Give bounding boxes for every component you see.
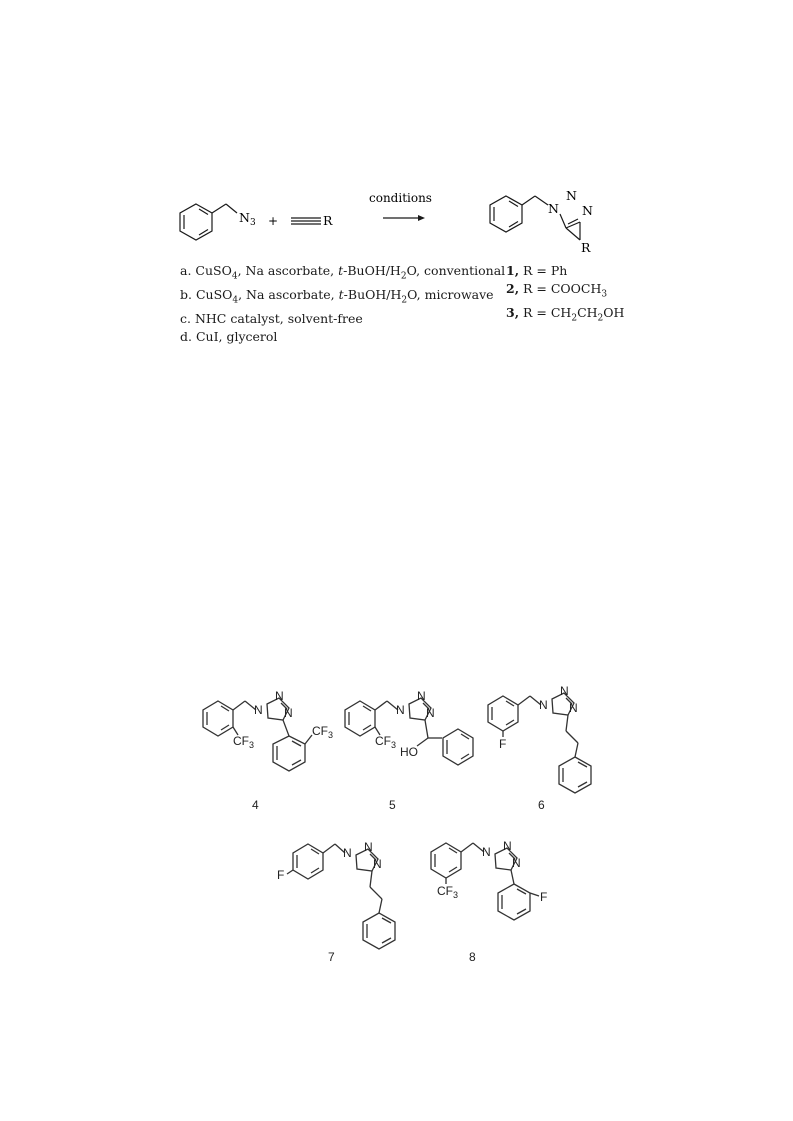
c8-n1: N — [482, 845, 491, 859]
arrow-label: conditions — [369, 191, 432, 205]
c5-n3: N — [426, 706, 435, 720]
product-3: 3, $R = CH_2CH_2OH$ — [506, 304, 625, 323]
c4-cf3-a: $CF_3$ — [233, 734, 255, 750]
compounds-figure — [0, 640, 793, 980]
c7-n1: N — [343, 846, 352, 860]
product-1: 1, R = Ph — [506, 263, 568, 278]
c8-f: F — [540, 890, 548, 904]
condition-b: b. CuSO$_4$, Na ascorbate, $t-BuOH/H_2O$, microwave — [180, 287, 494, 306]
c4-n3: N — [284, 706, 293, 720]
product-n1: N — [548, 201, 559, 216]
c5-n2: N — [417, 689, 426, 703]
c4-cf3-b: $CF_3$ — [312, 724, 334, 740]
c7-n2: N — [364, 840, 373, 854]
product-r-label: R — [581, 240, 591, 255]
compound-4-label: 4 — [252, 798, 259, 812]
c5-ho: HO — [400, 745, 418, 759]
condition-a: a. CuSO$_4$, Na ascorbate, $t-BuOH/H_2O$, conventional — [180, 263, 506, 282]
c6-n3: N — [569, 701, 578, 715]
alkyne-r-label: R — [323, 213, 333, 228]
conditions-list — [180, 262, 505, 345]
c5-cf3: $CF_3$ — [375, 734, 397, 750]
c7-f: F — [277, 868, 285, 882]
c8-cf3: $CF_3$ — [437, 884, 459, 900]
c6-f: F — [499, 737, 507, 751]
condition-c: c. NHC catalyst, solvent-free — [180, 311, 363, 326]
compound-6-label: 6 — [538, 798, 545, 812]
product-n3: N — [582, 203, 593, 218]
compound-8-label: 8 — [469, 950, 476, 964]
c6-n1: N — [539, 698, 548, 712]
c6-n2: N — [560, 684, 569, 698]
benzyl-azide-structure — [180, 204, 237, 240]
condition-d: d. CuI, glycerol — [180, 328, 278, 344]
c8-n2: N — [503, 839, 512, 853]
c4-n2: N — [275, 689, 284, 703]
compound-7-label: 7 — [328, 950, 335, 964]
azide-label: $N_3$ — [239, 210, 256, 228]
plus-sign: + — [268, 214, 279, 228]
c8-n3: N — [512, 856, 521, 870]
product-2: 2, $R = COOCH_3$ — [506, 280, 608, 299]
c4-n1: N — [254, 703, 263, 717]
product-n2: N — [566, 188, 577, 203]
c7-n3: N — [373, 857, 382, 871]
compound-5-label: 5 — [389, 798, 396, 812]
c5-n1: N — [396, 703, 405, 717]
products-list — [506, 262, 624, 328]
alkyne-structure — [291, 218, 321, 224]
